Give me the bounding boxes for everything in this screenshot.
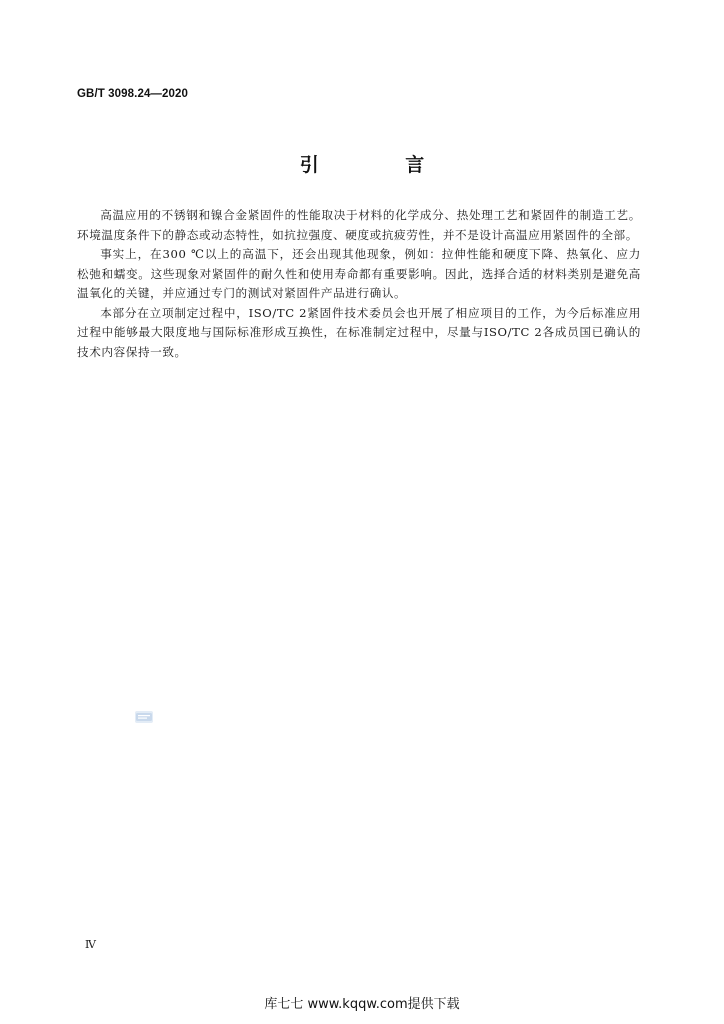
section-title: 引 言 — [299, 154, 465, 176]
paragraph-3: 本部分在立项制定过程中，ISO/TC 2紧固件技术委员会也开展了相应项目的工作，为今后标准应用过程中能够最大限度地与国际标准形成互换性，在标准制定过程中，尽量与ISO/TC 2各成员国已确认的技术内容保持一致。 — [77, 305, 641, 359]
watermark-logo — [135, 711, 153, 723]
standard-code-header: GB/T 3098.24—2020 — [77, 88, 189, 100]
page-number: Ⅳ — [85, 938, 96, 951]
footer-download-text: 库七七 www.kqqw.com提供下载 — [264, 997, 460, 1012]
paragraph-2: 事实上，在300 ℃以上的高温下，还会出现其他现象，例如：拉伸性能和硬度下降、热氧化、应力松弛和蠕变。这些现象对紧固件的耐久性和使用寿命都有重要影响。因此，选择合适的材料类别是避免高温氧化的关键，并应通过专门的测试对紧固件产品进行确认。 — [77, 247, 641, 300]
introduction-body — [77, 206, 641, 362]
paragraph-1: 高温应用的不锈钢和镍合金紧固件的性能取决于材料的化学成分、热处理工艺和紧固件的制造工艺。环境温度条件下的静态或动态特性，如抗拉强度、硬度或抗疲劳性，并不是设计高温应用紧固件的全部。 — [77, 208, 641, 242]
